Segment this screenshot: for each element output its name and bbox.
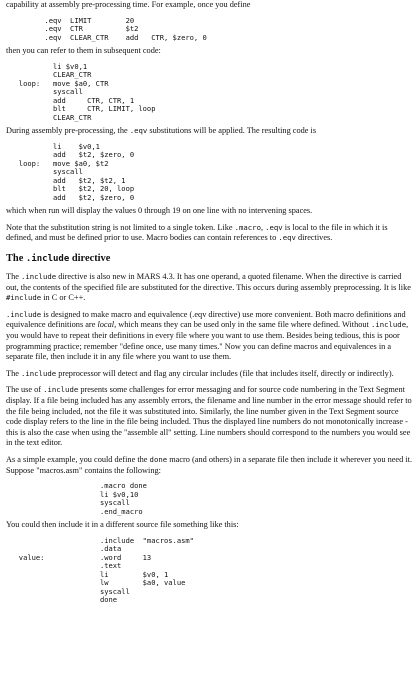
code-line: add $t2, $zero, 0 <box>6 192 135 202</box>
code-line: value: .word 13 <box>6 552 152 562</box>
section-heading-include: The .include directive <box>6 253 111 265</box>
text-span: , you would have to repeat their definitions in every file where you want to use them. Besides being tedious, this is poor programming practice; remember "define once, use many times." Now you can define macros and equivalences in a separate file, then include it in any file where you want to use them. <box>6 320 409 362</box>
code-block-eqv-usage <box>6 63 414 123</box>
inline-code: .eqv <box>278 233 296 243</box>
include-paragraph-5 <box>6 455 414 476</box>
code-line: .eqv LIMIT 20 <box>6 15 135 25</box>
code-line: .text <box>6 561 122 571</box>
code-line: syscall <box>6 586 130 596</box>
emphasis-text: local <box>97 320 115 330</box>
text-span: As a simple example, you could define the <box>6 454 150 464</box>
code-line: li $v0,1 <box>6 141 100 151</box>
inline-code: .include <box>6 309 42 319</box>
include-paragraph-6: You could then include it in a different source file something like this: <box>6 520 239 530</box>
code-line: syscall <box>6 87 83 97</box>
include-paragraph-4 <box>6 385 414 449</box>
text-span: presents some challenges for error messaging and for source code numbering in the Text Segment display. If a file being included has any assembly errors, the filename and line number in the error message should refer to the file being included, not the file it was substituted into. Similarly, the line number given in the Text Segment source code display refers to the line in the file being included. Thus the displayed line numbers do not monotonically increase - this is also the case when using the "assemble all" setting. Line numbers should correspond to the numbers you would see in the text editor. <box>6 385 412 448</box>
inline-code: .eqv <box>265 222 283 232</box>
text-span: , <box>260 222 266 232</box>
code-line: lw $a0, value <box>6 578 186 588</box>
inline-code: .eqv <box>129 126 148 136</box>
code-line: .eqv CTR $t2 <box>6 24 139 34</box>
include-paragraph-3 <box>6 369 414 380</box>
code-line: syscall <box>6 167 83 177</box>
code-line: li $v0,10 <box>6 489 139 499</box>
code-block-eqv-definitions <box>6 17 414 43</box>
text-span: The <box>6 368 21 378</box>
include-paragraph-1 <box>6 272 414 304</box>
intro-paragraph-3 <box>6 126 414 137</box>
text-span: directives. <box>295 233 333 243</box>
inline-code: .include <box>20 272 57 282</box>
code-line: .include "macros.asm" <box>6 535 194 545</box>
code-line: .end_macro <box>6 506 143 516</box>
text-span: , which means they can be used only in the same file where defined. Without <box>114 320 371 330</box>
text-span: Note that the substitution string is not limited to a single token. Like <box>6 222 235 232</box>
code-line: li $v0, 1 <box>6 569 169 579</box>
code-block-eqv-result <box>6 143 414 203</box>
text-span: directive is also new in MARS 4.3. It has one operand, a quoted filename. When the directive is carried out, the contents of the specified file are substituted for the directive. This occurs during assembly preprocessing. It is like <box>6 272 411 292</box>
text-span: preprocessor will detect and flag any circular includes (file that includes itself, directly or indirectly). <box>56 368 394 378</box>
code-line: CLEAR_CTR <box>6 112 92 122</box>
code-line: add $t2, $zero, 0 <box>6 150 135 160</box>
code-line: add CTR, CTR, 1 <box>6 95 135 105</box>
text-span: macro (and others) in a separate file then include it wherever you need it. Suppose "macros.asm" contains the following: <box>6 454 413 475</box>
include-paragraph-2 <box>6 310 414 363</box>
code-block-macros-asm <box>6 482 414 516</box>
intro-paragraph-4: which when run will display the values 0 through 19 on one line with no intervening spaces. <box>6 206 313 216</box>
intro-paragraph-1: capability at assembly pre-processing time. For example, once you define <box>6 0 251 9</box>
inline-code: .macro <box>234 222 261 232</box>
code-line: .eqv CLEAR_CTR add CTR, $zero, 0 <box>6 32 207 42</box>
intro-paragraph-2: then you can refer to them in subsequent code: <box>6 46 161 56</box>
inline-code: #include <box>6 293 42 303</box>
intro-paragraph-5 <box>6 223 414 244</box>
text-span: is local to the file in which it is defined, and must be defined prior to use. Macro bodies can contain references to <box>6 222 388 243</box>
code-line: CLEAR_CTR <box>6 70 92 80</box>
text-span: The use of <box>6 385 44 395</box>
code-line: blt $t2, 20, loop <box>6 184 135 194</box>
code-line: .data <box>6 544 122 554</box>
text-span: in C or C++. <box>41 293 86 303</box>
code-line: blt CTR, LIMIT, loop <box>6 104 156 114</box>
code-line: loop: move $a0, CTR <box>6 78 109 88</box>
text-span: is designed to make macro and equivalence (.eqv directive) use more convenient. Both macro definitions and equivalence definitions are <box>6 309 406 330</box>
code-line: .macro done <box>6 481 147 491</box>
text-span: The <box>6 272 21 282</box>
inline-code: .include <box>370 320 407 330</box>
inline-code: done <box>149 454 168 464</box>
code-line: done <box>6 595 118 605</box>
text-span: During assembly pre-processing, the <box>6 126 130 136</box>
code-line: syscall <box>6 498 130 508</box>
inline-code: .include <box>43 385 79 395</box>
code-block-include-example <box>6 537 414 605</box>
code-line: loop: move $a0, $t2 <box>6 158 109 168</box>
text-span: substitutions will be applied. The resulting code is <box>147 126 317 136</box>
code-line: add $t2, $t2, 1 <box>6 175 126 185</box>
code-line: li $v0,1 <box>6 61 88 71</box>
inline-code: .include <box>20 368 57 378</box>
